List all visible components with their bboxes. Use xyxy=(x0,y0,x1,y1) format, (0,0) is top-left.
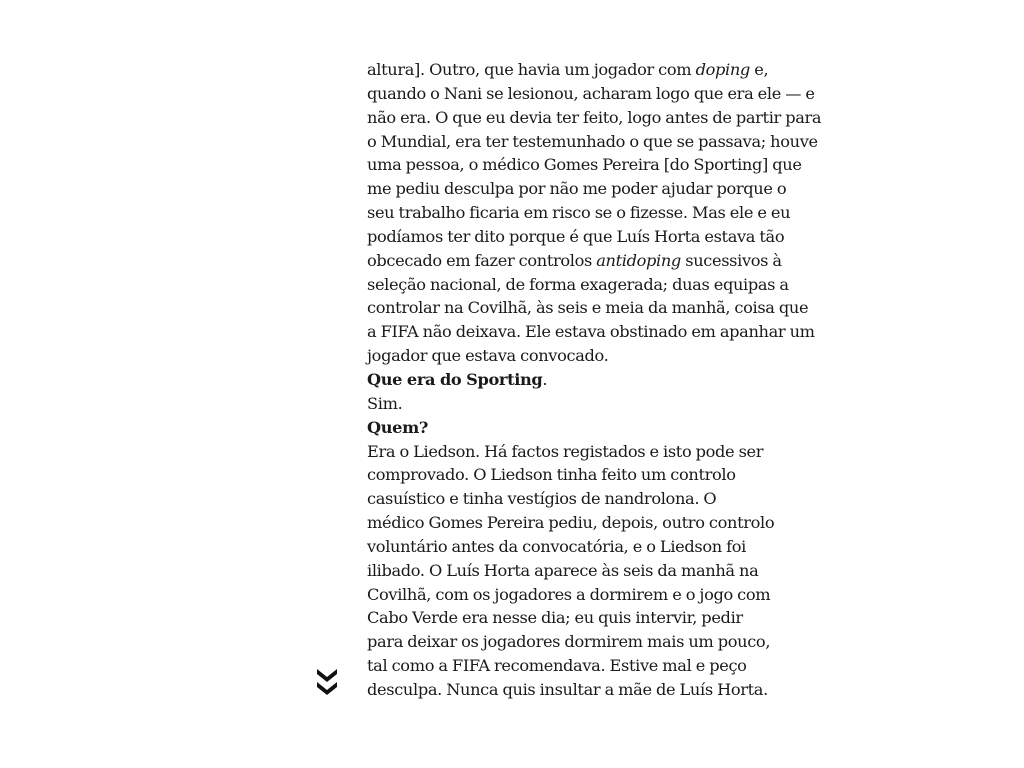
text-line: tal como a FIFA recomendava. Estive mal e peço xyxy=(367,656,747,676)
text-line: jogador que estava convocado. xyxy=(367,346,609,366)
text-line: o Mundial, era ter testemunhado o que se passava; houve xyxy=(367,131,818,151)
interview-question: Que era do Sporting. xyxy=(367,369,548,389)
text-line: médico Gomes Pereira pediu, depois, outro controlo xyxy=(367,513,775,533)
text-line: seleção nacional, de forma exagerada; duas equipas a xyxy=(367,274,789,294)
double-chevron-down-glyph xyxy=(316,668,338,698)
text-line: uma pessoa, o médico Gomes Pereira [do Sporting] que xyxy=(367,155,802,175)
text-line: altura]. Outro, que havia um jogador com doping e, xyxy=(367,60,769,79)
text-line: Era o Liedson. Há factos registados e isto pode ser xyxy=(367,441,764,461)
italic-term: doping xyxy=(695,60,750,79)
text-line: para deixar os jogadores dormirem mais um pouco, xyxy=(367,632,771,652)
answer-paragraph-1 xyxy=(367,58,822,368)
answer-paragraph-2 xyxy=(367,440,819,702)
text-line: voluntário antes da convocatória, e o Liedson foi xyxy=(367,536,746,556)
italic-term: antidoping xyxy=(596,250,681,270)
double-chevron-down-icon[interactable] xyxy=(316,668,338,698)
text-line: seu trabalho ficaria em risco se o fizesse. Mas ele e eu xyxy=(367,203,791,223)
text-line: comprovado. O Liedson tinha feito um controlo xyxy=(367,465,736,485)
text-line: obcecado em fazer controlos antidoping sucessivos à xyxy=(367,250,782,270)
text-line: desculpa. Nunca quis insultar a mãe de Luís Horta. xyxy=(367,679,768,699)
text-line: não era. O que eu devia ter feito, logo antes de partir para xyxy=(367,107,822,127)
text-line: a FIFA não deixava. Ele estava obstinado em apanhar um xyxy=(367,322,815,342)
text-line: controlar na Covilhã, às seis e meia da manhã, coisa que xyxy=(367,298,809,318)
text-line: podíamos ter dito porque é que Luís Horta estava tão xyxy=(367,226,785,246)
text-line: quando o Nani se lesionou, acharam logo que era ele — e xyxy=(367,83,815,103)
text-line: ilibado. O Luís Horta aparece às seis da manhã na xyxy=(367,560,759,580)
text-line: Covilhã, com os jogadores a dormirem e o jogo com xyxy=(367,584,771,604)
interview-question: Quem? xyxy=(367,417,429,437)
text-line: Cabo Verde era nesse dia; eu quis intervir, pedir xyxy=(367,608,743,628)
text-line: casuístico e tinha vestígios de nandrolona. O xyxy=(367,489,717,509)
text-line: me pediu desculpa por não me poder ajudar porque o xyxy=(367,179,787,199)
interview-answer: Sim. xyxy=(367,393,403,413)
article-body xyxy=(367,58,822,702)
